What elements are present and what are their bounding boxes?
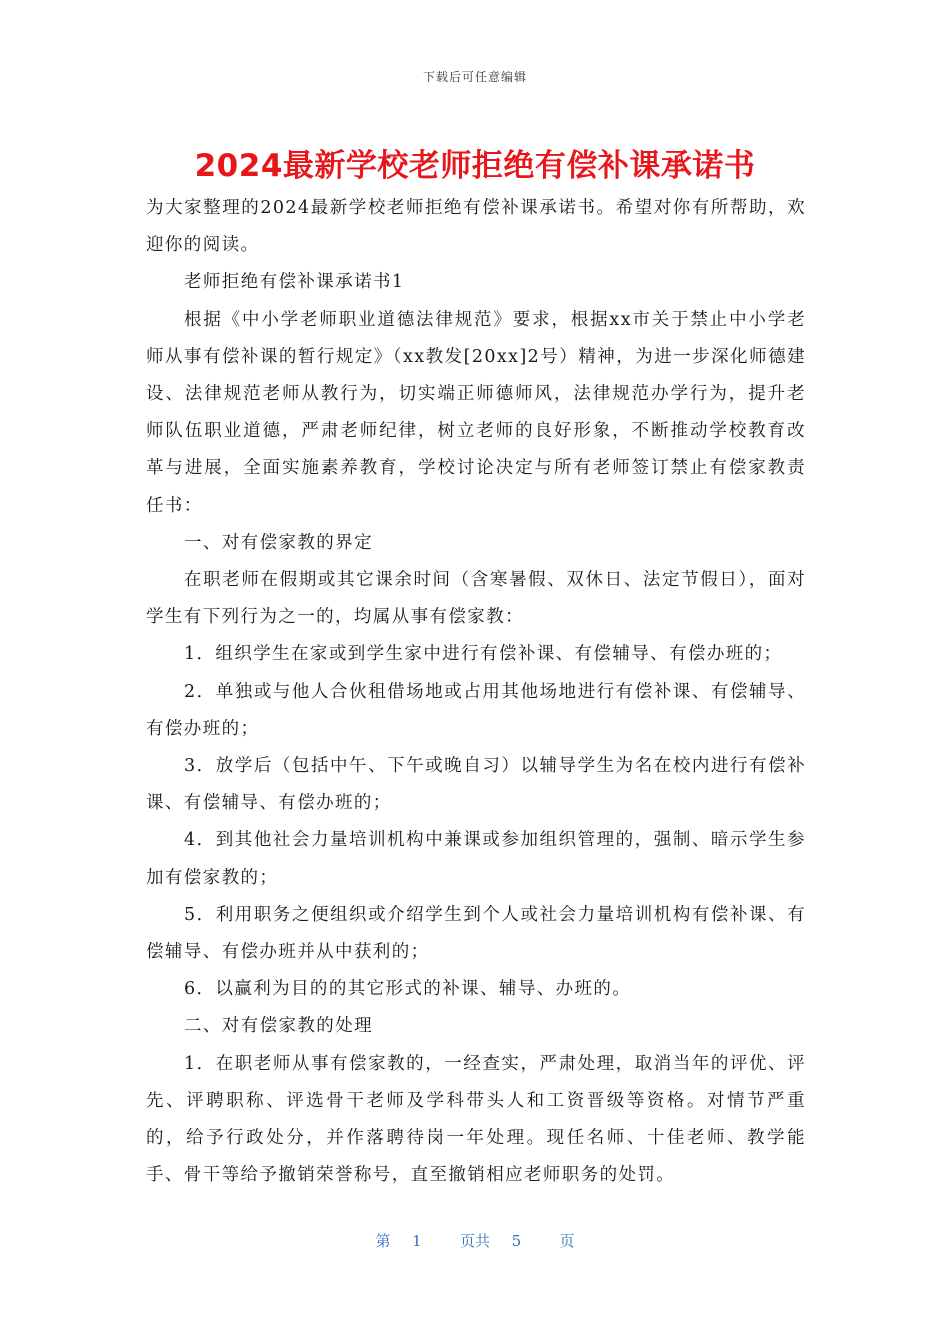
list-item: 2．单独或与他人合伙租借场地或占用其他场地进行有偿补课、有偿辅导、有偿办班的；	[146, 681, 806, 739]
list-item: 3．放学后（包括中午、下午或晚自习）以辅导学生为名在校内进行有偿补课、有偿辅导、有偿办班的；	[146, 756, 806, 814]
page-middle: 页共	[459, 1232, 490, 1250]
page-prefix: 第	[375, 1232, 391, 1250]
page-suffix: 页	[559, 1232, 575, 1250]
list-item: 1．组织学生在家或到学生家中进行有偿补课、有偿辅导、有偿办班的；	[184, 644, 783, 665]
list-item: 4．到其他社会力量培训机构中兼课或参加组织管理的，强制、暗示学生参加有偿家教的；	[146, 830, 806, 888]
page-number-current: 1	[412, 1232, 422, 1250]
document-body	[146, 190, 806, 1194]
list-item: 6．以赢利为目的的其它形式的补课、辅导、办班的。	[184, 979, 632, 1000]
list-item: 5．利用职务之便组织或介绍学生到个人或社会力量培训机构有偿补课、有偿辅导、有偿办班并从中获利的；	[146, 904, 806, 963]
paragraph: 根据《中小学老师职业道德法律规范》要求，根据xx市关于禁止中小学老师从事有偿补课的暂行规定》（xx教发[20xx]2号）精神，为进一步深化师德建设、法律规范老师从教行为，切实端正师德师风，法律规范办学行为，提升老师队伍职业道德，严肃老师纪律，树立老师的良好形象，不断推动学校教育改革与进展，全面实施素养教育，学校讨论决定与所有老师签订禁止有偿家教责任书：	[146, 309, 806, 516]
page-number-total: 5	[511, 1232, 522, 1250]
header-note: 下载后可任意编辑	[422, 70, 527, 84]
paragraph-intro: 为大家整理的2024最新学校老师拒绝有偿补课承诺书。希望对你有所帮助，欢迎你的阅读。	[146, 198, 806, 256]
document-title: 2024最新学校老师拒绝有偿补课承诺书	[194, 148, 756, 184]
list-item: 1．在职老师从事有偿家教的，一经查实，严肃处理，取消当年的评优、评先、评聘职称、评选骨干老师及学科带头人和工资晋级等资格。对情节严重的，给予行政处分，并作落聘待岗一年处理。现任名师、十佳老师、教学能手、骨干等给予撤销荣誉称号，直至撤销相应老师职务的处罚。	[146, 1053, 806, 1186]
page-footer	[0, 1230, 950, 1251]
paragraph: 在职老师在假期或其它课余时间（含寒暑假、双休日、法定节假日），面对学生有下列行为之一的，均属从事有偿家教：	[146, 570, 806, 628]
paragraph-section-title: 老师拒绝有偿补课承诺书1	[184, 272, 405, 293]
paragraph-heading-2: 二、对有偿家教的处理	[184, 1016, 373, 1037]
paragraph-heading-1: 一、对有偿家教的界定	[184, 532, 373, 553]
